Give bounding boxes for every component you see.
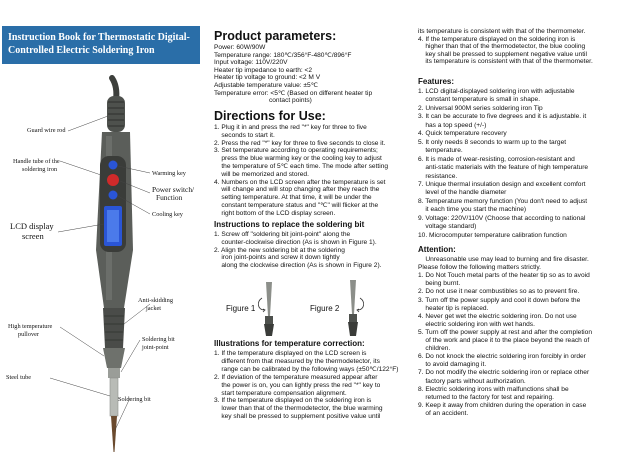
correction-title: Illustrations for temperature correction: <box>214 339 365 348</box>
correction-line: different from that measured by the thermodetector, its <box>214 357 380 365</box>
attention-line: children. <box>418 345 451 353</box>
label-anti-skid-1: Anti-skidding <box>138 297 173 304</box>
feature-line: 2. Universal 900M series soldering iron Tip <box>418 104 543 112</box>
feature-line: 4. Quick temperature recovery <box>418 130 507 138</box>
replace-bit-line: counter-clockwise direction (As is shown in Figure 1). <box>214 238 377 246</box>
figure-2-tip <box>348 280 364 336</box>
high-temperature-pullover <box>103 348 125 368</box>
soldering-bit <box>111 416 117 452</box>
label-cooling-key: Cooling key <box>152 211 183 218</box>
attention-line: 3. Turn off the power supply and cool it down before the <box>418 296 581 304</box>
attention-line: heater tip is replaced. <box>418 304 489 312</box>
product-parameter-line: Temperature error: <5℃ (Based on different heater tip <box>214 89 373 97</box>
replace-bit-line: 2. Align the new soldering bit at the soldering <box>214 246 345 254</box>
attention-line: 6. Do not knock the electric soldering iron forcibly in order <box>418 353 586 361</box>
label-lcd-2: screen <box>22 231 44 241</box>
feature-line: 10. Microcomputer temperature calibration function <box>418 231 567 239</box>
attention-line: to avoid damaging it. <box>418 361 487 369</box>
attention-line: Unreasonable use may lead to burning and fire disaster. <box>418 256 589 263</box>
correction-line: range can be calibrated by the following ways (±50℃/122°F) <box>214 365 399 373</box>
right-column <box>418 0 618 465</box>
soldering-bit-joint-point <box>108 368 120 378</box>
product-parameter-line: Adjustable temperature value: ±5℃ <box>214 82 319 89</box>
attention-line: 9. Keep it away from children during the operation in case <box>418 401 587 409</box>
figure-1-tip <box>258 282 274 336</box>
label-anti-skid-2: jacket <box>146 305 162 312</box>
banner-line-1: Instruction Book for Thermostatic Digital- <box>8 32 190 43</box>
feature-line: level of the handle diameter <box>418 189 507 197</box>
attention-line: being burnt. <box>418 280 461 288</box>
correction-continued-line: its temperature is consistent with that of the thermometer. <box>418 28 586 35</box>
label-power-switch-2: Function <box>156 193 183 202</box>
attention-line: returned to the factory for test and repairing. <box>418 393 554 401</box>
banner-line-2: Controlled Electric Soldering Iron <box>8 45 155 56</box>
attention-line: electric soldering iron with wet hands. <box>418 320 535 328</box>
product-parameter-line: Temperature range: 180℃/356°F-480℃/896°F <box>214 51 352 59</box>
correction-line: 1. If the temperature displayed on the LCD screen is <box>214 350 367 357</box>
attention-line: 8. Electric soldering irons with malfunctions shall be <box>418 385 569 393</box>
label-steel-tube: Steel tube <box>6 374 32 381</box>
direction-line: 2. Press the red "*" key for three to five seconds to close it. <box>214 139 386 147</box>
product-parameter-line: contact points) <box>214 97 312 105</box>
feature-line: constant temperature is small in shape. <box>418 96 541 104</box>
direction-line: setting temperature. At that time, it will be under the <box>214 194 372 202</box>
correction-continued-line: 4. If the temperature displayed on the soldering iron is <box>418 35 576 43</box>
correction-line: 2. If deviation of the temperature measured appear after <box>214 373 378 381</box>
attention-title: Attention: <box>418 245 456 254</box>
replace-bit-title: Instructions to replace the soldering bit <box>214 220 365 229</box>
correction-line: 3. If the temperature displayed on the soldering iron is <box>214 397 372 405</box>
label-guard-wire-rod: Guard wire rod <box>27 127 66 134</box>
replace-bit-line: iron joint-points and screw it down tightly <box>214 254 340 262</box>
correction-line: the power is on, you can lightly press the red "*" key to <box>214 381 381 389</box>
feature-line: anti-static materials with the feature of high temperature <box>418 164 589 172</box>
replace-bit-line: 1. Screw off "soldering bit joint-point" along the <box>214 231 351 238</box>
direction-line: seconds to start it. <box>214 131 275 139</box>
product-parameter-line: Power: 60W/90W <box>214 44 266 51</box>
product-parameters-title: Product parameters: <box>214 29 337 43</box>
attention-line: factory parts without authorization. <box>418 377 526 385</box>
product-diagram-panel <box>0 0 205 465</box>
correction-line: key shall be pressed to supplement positive value until <box>214 413 381 421</box>
label-handle-tube-1: Handle tube of the <box>13 158 60 165</box>
attention-line: 1. Do Not Touch metal parts of the heater tip so as to avoid <box>418 272 590 280</box>
feature-line: 1. LCD digital-displayed soldering iron with adjustable <box>418 88 575 95</box>
feature-line: 3. It can be accurate to five degrees and it is adjustable. it <box>418 113 587 121</box>
correction-line: start temperature compensation alignment. <box>214 389 347 397</box>
feature-line: 8. Temperature memory function (You don't need to adjust <box>418 197 588 205</box>
label-bit-joint-1: Soldering bit <box>142 336 175 343</box>
feature-line: 7. Unique thermal insulation design and excellent comfort <box>418 180 586 188</box>
direction-line: 3. Set temperature according to operating requirements; <box>214 147 378 155</box>
correction-continued-line: key shall be pressed to supplement negative value until <box>418 50 587 58</box>
label-handle-tube-2: soldering iron <box>22 166 58 173</box>
middle-column <box>214 0 414 465</box>
correction-continued-line: its temperature is consistent with that of the thermometer. <box>418 58 593 66</box>
product-parameter-line: Heater tip impedance to earth: <2 <box>214 66 313 74</box>
figure-2-label: Figure 2 <box>310 304 340 313</box>
anti-skid-jacket <box>103 308 125 348</box>
label-bit-joint-2: joint-point <box>142 344 169 351</box>
direction-line: constant temperature status and "℃" will flicker at the <box>214 202 379 209</box>
feature-line: voltage standard) <box>418 223 477 231</box>
direction-line: 1. Plug it in and press the red "*" key for three to five <box>214 124 367 131</box>
correction-line: lower than that of the thermodetector, the blue warming <box>214 405 383 413</box>
warming-key <box>109 161 118 170</box>
attention-line: 7. Do not modify the electric soldering iron or replace other <box>418 369 590 377</box>
power-switch <box>107 174 119 186</box>
label-soldering-bit: Soldering bit <box>118 396 151 403</box>
correction-continued-line: higher than that of the thermodetector, the blue cooling <box>418 43 586 51</box>
label-power-switch-1: Power switch/ <box>152 185 195 194</box>
direction-line: press the blue warming key or the cooling key to adjust <box>214 155 382 163</box>
attention-line: 4. Never get wet the electric soldering iron. Do not use <box>418 312 577 320</box>
product-parameter-line: Input voltage: 110V/220V <box>214 59 288 67</box>
attention-line: Please follow the following matters strictly. <box>418 264 542 272</box>
feature-line: temperature. <box>418 147 463 155</box>
attention-line: 5. Turn off the power supply at rest and after the completion <box>418 328 592 336</box>
feature-line: it each time you start the machine) <box>418 206 527 214</box>
directions-title: Directions for Use: <box>214 109 326 123</box>
replace-bit-line: along the clockwise direction (As is shown in Figure 2). <box>214 262 382 270</box>
product-parameter-line: Heater tip voltage to ground: <2 M V <box>214 74 321 82</box>
label-high-temp-2: pullover <box>18 331 39 338</box>
attention-line: of the work and place it to the place beyond the reach of <box>418 337 590 344</box>
steel-tube <box>110 378 118 416</box>
attention-line: of an accident. <box>418 409 469 417</box>
direction-line: will be memorized and stored. <box>214 170 309 178</box>
direction-line: will change and will stop changing after they reach the <box>214 186 380 194</box>
direction-line: right bottom of the LCD display screen. <box>214 209 336 217</box>
feature-line: 9. Voltage: 220V/110V (Choose that according to national <box>418 214 586 222</box>
direction-line: the temperature of 5℃ each time. The mode after setting <box>214 163 389 170</box>
attention-line: 2. Do not use it near combustibles so as to prevent fire. <box>418 288 580 296</box>
direction-line: 4. Numbers on the LCD screen after the temperature is set <box>214 178 386 186</box>
label-high-temp-1: High temperature <box>8 323 53 330</box>
label-lcd-1: LCD display <box>10 221 54 231</box>
feature-line: 5. It only needs 8 seconds to warm up to the target <box>418 138 567 146</box>
features-title: Features: <box>418 77 455 86</box>
cooling-key <box>109 191 118 200</box>
feature-line: 6. It is made of wear-resisting, corrosion-resistant and <box>418 155 575 163</box>
label-warming-key: Warming key <box>152 170 186 177</box>
feature-line: resistance. <box>418 172 458 180</box>
figure-1-label: Figure 1 <box>226 304 256 313</box>
feature-line: has a top speed (+/-) <box>418 121 487 129</box>
